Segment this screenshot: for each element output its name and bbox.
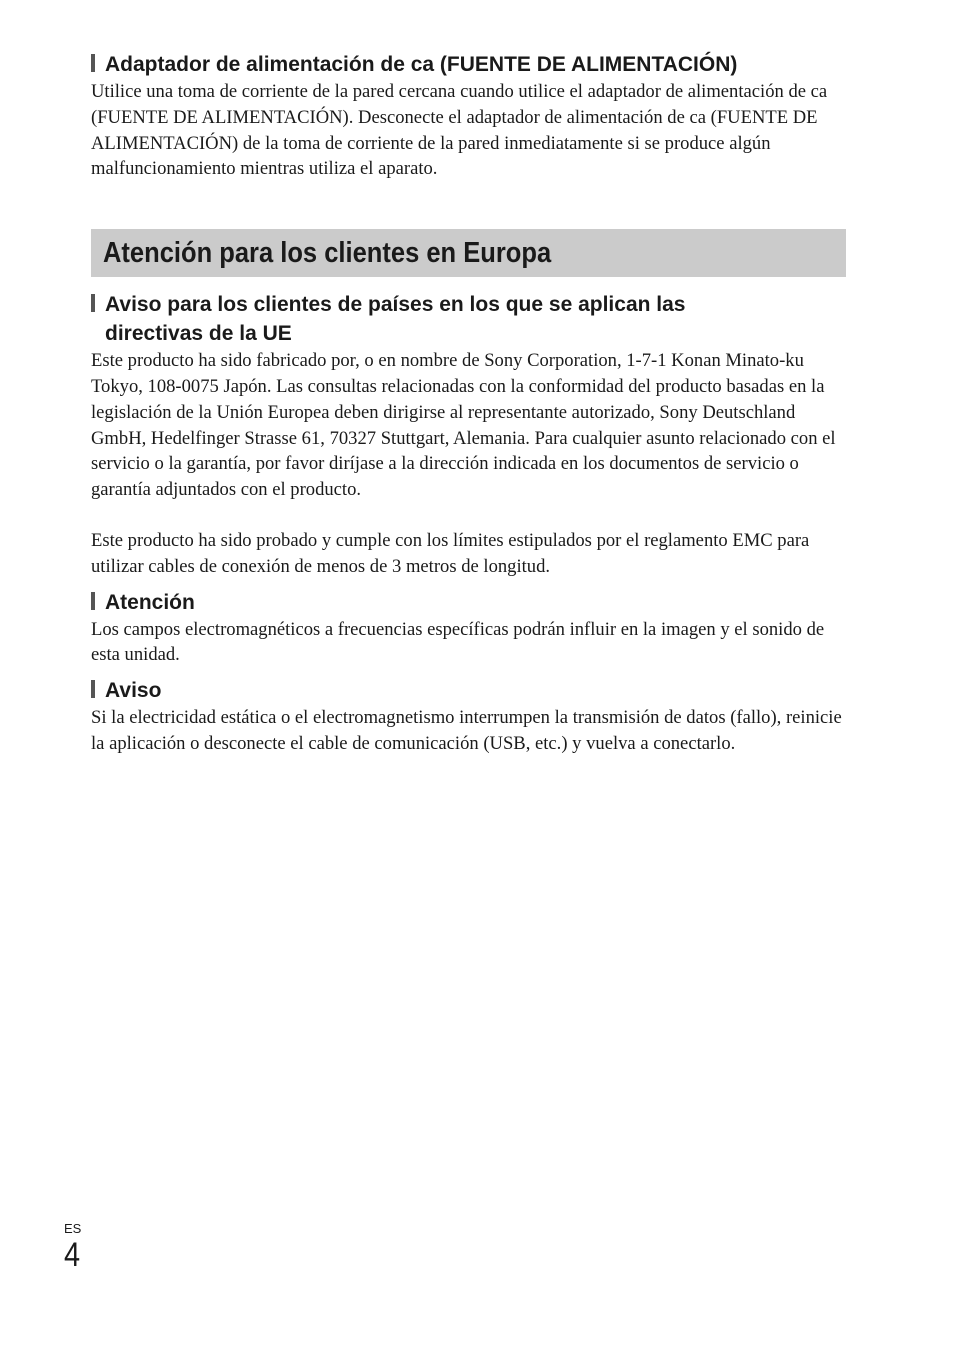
eu-notice-heading xyxy=(91,290,846,348)
language-code: ES xyxy=(64,1221,82,1236)
attention-paragraph: Los campos electromagnéticos a frecuencias específicas podrán influir en la imagen y el sonido de esta unidad. xyxy=(91,618,825,666)
notice-heading xyxy=(91,676,846,705)
adapter-heading-text: Adaptador de alimentación de ca (FUENTE DE ALIMENTACIÓN) xyxy=(105,53,738,76)
attention-heading xyxy=(91,588,846,617)
europe-section-title: Atención para los clientes en Europa xyxy=(103,236,552,269)
adapter-heading xyxy=(91,50,846,79)
page-footer xyxy=(64,1222,83,1272)
eu-notice-paragraph-1: Este producto ha sido fabricado por, o en nombre de Sony Corporation, 1-7-1 Konan Minato-ku Tokyo, 108-0075 Japón. Las consultas relacionadas con la conformidad del producto basadas en la legislación de la Unión Europea deben dirigirse al representante autorizado, Sony Deutschland GmbH, Hedelfinger Strasse 61, 70327 Stuttgart, Alemania. Para cualquier asunto relacionado con el servicio o la garantía, por favor diríjase a la dirección indicada en los documentos de servicio o garantía adjuntados con el producto. xyxy=(91,350,836,501)
notice-paragraph: Si la electricidad estática o el electromagnetismo interrumpen la transmisión de datos (fallo), reinicie la aplicación o desconecte el cable de comunicación (USB, etc.) y vuelva a conectarlo. xyxy=(91,707,842,754)
attention-heading-text: Atención xyxy=(105,590,195,614)
heading-marker-bar xyxy=(91,294,95,312)
notice-heading-text: Aviso xyxy=(105,679,162,703)
eu-notice-paragraph-2: Este producto ha sido probado y cumple con los límites estipulados por el reglamento EMC para utilizar cables de conexión de menos de 3 metros de longitud. xyxy=(91,529,810,577)
page-number: 4 xyxy=(64,1236,81,1274)
heading-marker-bar xyxy=(91,680,95,698)
eu-notice-heading-line2: directivas de la UE xyxy=(105,322,292,346)
heading-marker-bar xyxy=(91,54,95,72)
page-content xyxy=(91,50,846,757)
heading-marker-bar xyxy=(91,592,95,610)
eu-notice-heading-line1: Aviso para los clientes de países en los que se aplican las xyxy=(105,293,686,317)
europe-section-banner xyxy=(91,229,846,277)
adapter-paragraph: Utilice una toma de corriente de la pared cercana cuando utilice el adaptador de alimentación de ca (FUENTE DE ALIMENTACIÓN). Desconecte el adaptador de alimentación de ca (FUENTE DE ALIMENTACIÓN) de la toma de corriente de la pared inmediatamente si se produce algún malfuncionamiento mientras utiliza el aparato. xyxy=(91,81,828,180)
